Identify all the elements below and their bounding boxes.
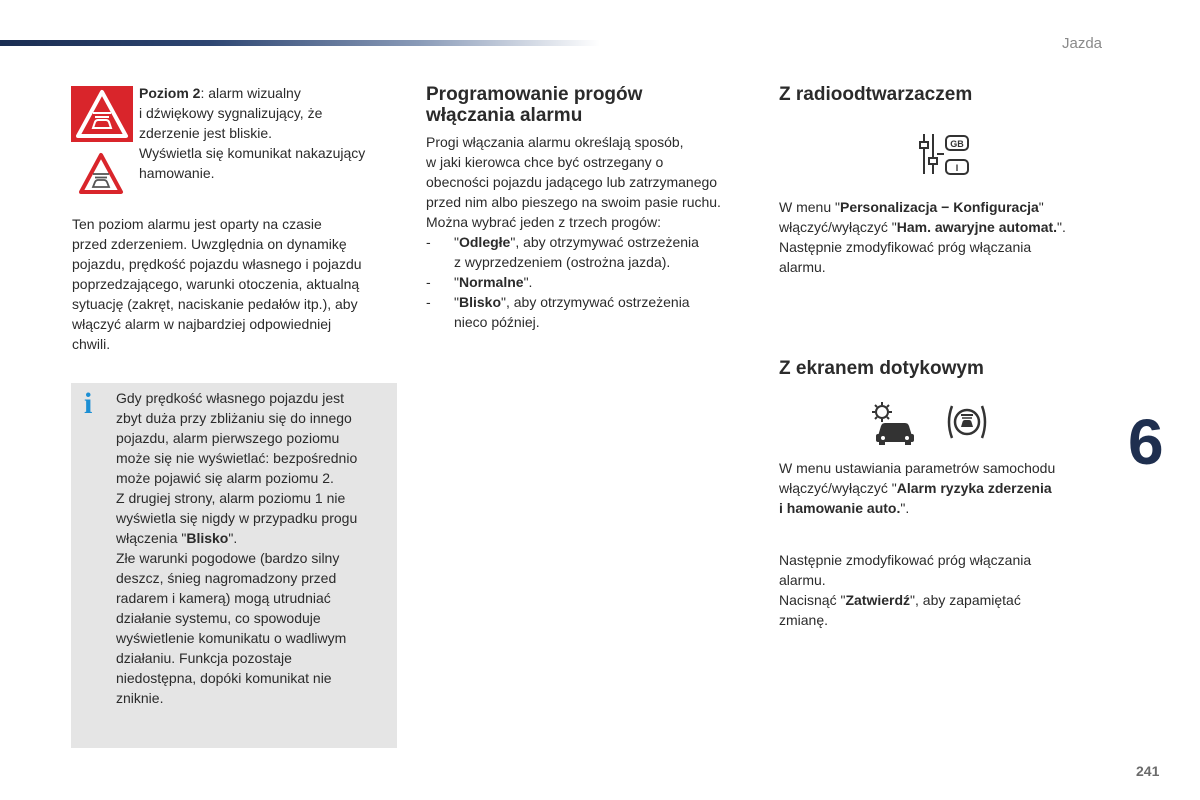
list-item: - "Blisko", aby otrzymywać ostrzeżenia nieco później. (426, 292, 756, 332)
time-to-collision-paragraph: Ten poziom alarmu jest oparty na czasie przed zderzeniem. Uwzględnia on dynamikę pojazdu, prędkość pojazdu własnego i pojazdu poprzedzającego, warunki otoczenia, aktualną sytuację (zakręt, naciskanie pedałów itp.), aby włączyć alarm w najbardziej odpowiedniej chwili. (72, 216, 362, 352)
chapter-number: 6 (1128, 406, 1164, 478)
vehicle-settings-icon (870, 400, 918, 446)
collision-braking-icon (944, 400, 990, 444)
section-title: Jazda (1062, 35, 1103, 52)
page-number: 241 (1136, 763, 1160, 779)
list-item: - "Odległe", aby otrzymywać ostrzeżenia z wyprzedzeniem (ostrożna jazda). (426, 232, 756, 272)
collision-alert-outline-icon (78, 152, 124, 196)
collision-alert-filled-icon (71, 86, 133, 142)
thresholds-heading: Programowanie progów włączania alarmu (426, 84, 643, 126)
thresholds-text: Progi włączania alarmu określają sposób, w jaki kierowca chce być ostrzegany o obecności pojazdu jadącego lub zatrzymanego przed nim albo pieszego na swoim pasie ruchu. Można wybrać jeden z trzech progów: - "Odległe", aby otrzymywać ostrzeżenia z wyprzedzeniem (ostrożna jazda). - "Normalne". - "Blisko", aby otrzymywać ostrzeżenia nieco później. (426, 132, 756, 332)
level2-term: Poziom 2 (139, 85, 201, 101)
svg-text:GB: GB (950, 139, 964, 149)
radio-settings-icon (916, 132, 972, 178)
touchscreen-heading: Z ekranem dotykowym (779, 358, 984, 379)
level2-description: Poziom 2: alarm wizualny i dźwiękowy sygnalizujący, że zderzenie jest bliskie. Wyświetla się komunikat nakazujący hamowanie. (139, 85, 366, 181)
radio-instructions: W menu "Personalizacja − Konfiguracja" włączyć/wyłączyć "Ham. awaryjne automat.". Następnie zmodyfikować próg włączania alarmu. (779, 199, 1066, 275)
threshold-list (426, 232, 756, 332)
touchscreen-confirm-text: Następnie zmodyfikować próg włączania alarmu. Nacisnąć "Zatwierdź", aby zapamiętać zmianę. (779, 552, 1032, 628)
info-note-text: Gdy prędkość własnego pojazdu jest zbyt duża przy zbliżaniu się do innego pojazdu, alarm pierwszego poziomu może się nie wyświetlać: bezpośrednio może pojawić się alarm poziomu 2. Z drugiej strony, alarm poziomu 1 nie wyświetla się nigdy w przypadku progu włączenia "Blisko". Złe warunki pogodowe (bardzo silny deszcz, śnieg nagromadzony przed radarem i kamerą) mogą utrudniać działanie systemu, co spowoduje wyświetlenie komunikatu o wadliwym działaniu. Funkcja pozostaje niedostępna, dopóki komunikat nie zniknie. (116, 390, 358, 706)
info-icon: i (84, 387, 93, 420)
header-bar (0, 40, 600, 46)
touchscreen-instructions: W menu ustawiania parametrów samochodu włączyć/wyłączyć "Alarm ryzyka zderzenia i hamowanie auto.". (779, 460, 1056, 516)
radio-heading: Z radioodtwarzaczem (779, 84, 973, 105)
svg-text:I: I (955, 163, 959, 173)
list-item: - "Normalne". (426, 272, 756, 292)
